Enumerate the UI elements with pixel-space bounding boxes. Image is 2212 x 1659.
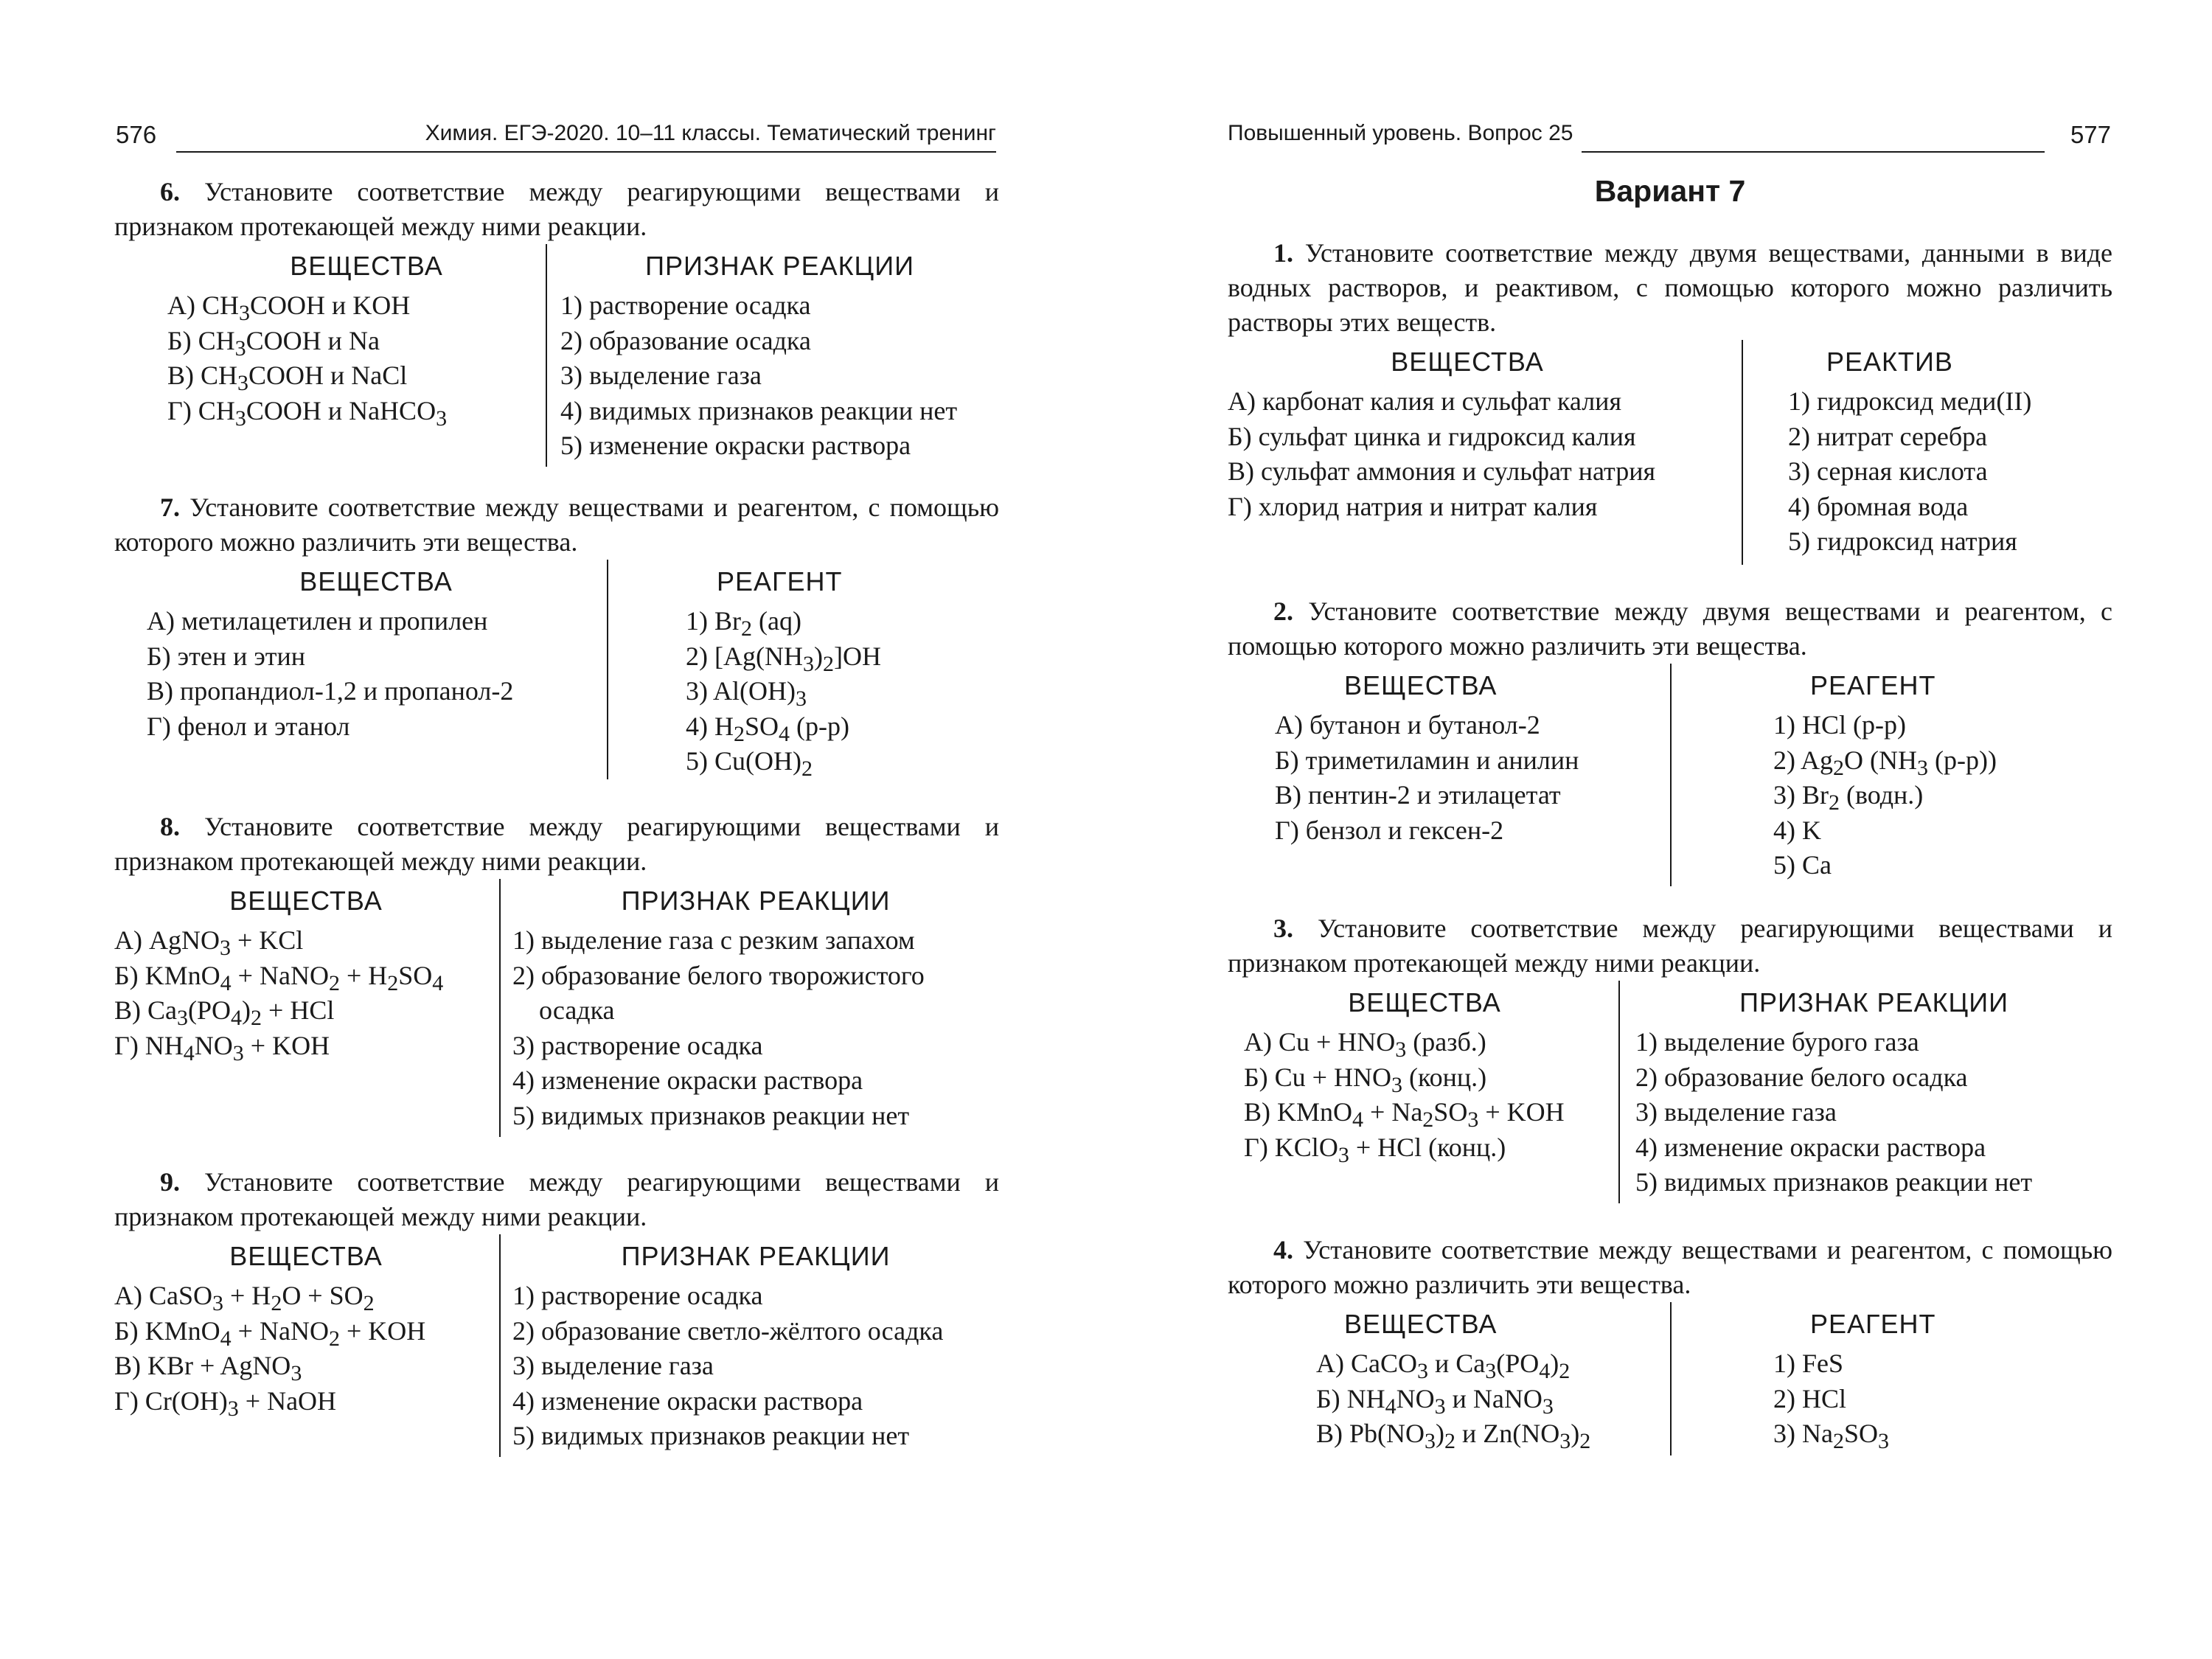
list-item: 2) нитрат серебра [1788, 421, 1988, 451]
question-number: 8. [160, 812, 180, 841]
list-item: Б) этен и этин [147, 641, 306, 671]
question-text [114, 1165, 999, 1234]
question-number: 2. [1273, 597, 1293, 626]
substances-list [114, 923, 498, 1063]
list-item: Б) сульфат цинка и гидроксид калия [1228, 421, 1636, 451]
list-item: А) $CH_3COOH$ и KOH [167, 291, 411, 326]
list-item: Г) $CH_3COOH$ и NaHCO$_3$ [167, 395, 448, 431]
list-item: 1) выделение бурого газа [1635, 1027, 1919, 1057]
list-item: 1) растворение осадка [560, 291, 811, 320]
list-item: 1) FeS [1773, 1349, 1844, 1378]
substances-column [114, 1234, 498, 1419]
list-item: Б) KMnO$_4$ + NaNO$_2$ + KOH [114, 1315, 426, 1351]
list-item: А) CaCO$_3$ и $Ca_3(PO_4)_2$ [1316, 1349, 1571, 1384]
list-item: 3) выделение газа [512, 1351, 714, 1380]
list-item: 5) видимых признаков реакции нет [1635, 1167, 2033, 1197]
list-item: 2) HCl [1773, 1383, 1846, 1413]
substances-column [1228, 340, 1744, 524]
substances-column [114, 879, 498, 1063]
question-body: Установите соответствие между двумя веществами, данными в виде водных растворов, и реактивом, с помощью которого можно различить растворы этих веществ. [1228, 238, 2113, 337]
list-item: Г) $Cr(OH)_3$ + NaOH [114, 1385, 337, 1421]
list-item: Б) триметиламин и анилин [1275, 745, 1579, 775]
task-1 [1228, 236, 2112, 576]
task-3 [1228, 911, 2112, 1217]
list-item: В) пентин-2 и этилацетат [1275, 780, 1561, 810]
column-header-reagent: РЕАГЕНТ [717, 566, 843, 597]
list-item: Г) хлорид натрия и нитрат калия [1228, 491, 1598, 521]
task-4 [1228, 1233, 2112, 1472]
substances-list [1244, 1025, 1620, 1165]
question-number: 6. [160, 177, 180, 206]
matching-table [114, 244, 999, 473]
list-item: 2) $Ag_2O$ ($NH_3$ (р-р)) [1773, 745, 1997, 780]
column-header-signs: ПРИЗНАК РЕАКЦИИ [621, 1241, 891, 1271]
column-header-substances: ВЕЩЕСТВА [229, 886, 383, 916]
list-item: 5) $Cu(OH)_2$ [686, 746, 813, 782]
list-item: 4) $H_2SO_4$ (р-р) [686, 711, 849, 746]
list-item: А) AgNO$_3$ + KCl [114, 925, 304, 961]
reagent-column [1773, 664, 2112, 883]
column-header-reagent: РЕАГЕНТ [1810, 1309, 1936, 1339]
list-item: 3) выделение газа [560, 361, 762, 390]
list-item: Г) фенол и этанол [147, 711, 350, 741]
question-body: Установите соответствие между веществами и реагентом, с помощью которого можно различить эти вещества. [1228, 1235, 2113, 1299]
task-9 [114, 1165, 999, 1470]
question-body: Установите соответствие между реагирующими веществами и признаком протекающей между ними реакции. [114, 812, 999, 876]
matching-table [114, 1234, 999, 1470]
list-item: 1) гидроксид меди(II) [1788, 386, 2032, 416]
list-item: 4) видимых признаков реакции нет [560, 395, 958, 425]
matching-table [1228, 1302, 2112, 1472]
list-item: 1) выделение газа с резким запахом [512, 925, 915, 955]
list-item: 4) изменение окраски раствора [512, 1065, 863, 1095]
list-item: 4) изменение окраски раствора [512, 1385, 863, 1416]
list-item: 2) образование осадка [560, 325, 811, 355]
signs-column [560, 244, 999, 464]
list-item: 3) $Na_2SO_3$ [1773, 1419, 1889, 1454]
question-text [114, 810, 999, 879]
list-item: Г) бензол и гексен-2 [1275, 815, 1504, 845]
right-page-header [1228, 118, 2112, 159]
reagent-list [686, 604, 999, 782]
matching-table [114, 560, 999, 788]
column-header-substances: ВЕЩЕСТВА [1391, 347, 1544, 377]
question-text [1228, 594, 2112, 664]
task-7 [114, 490, 999, 788]
matching-table [1228, 664, 2112, 900]
list-item: 4) изменение окраски раствора [1635, 1132, 1986, 1162]
question-text [114, 490, 999, 560]
reagent-list [1773, 708, 2112, 883]
column-divider [1618, 981, 1620, 1203]
list-item: 2) $[Ag(NH_3)_2]OH$ [686, 641, 881, 676]
list-item: 3) выделение газа [1635, 1097, 1837, 1127]
list-item: осадка [512, 995, 615, 1025]
signs-column [512, 879, 999, 1133]
substances-column [1316, 1302, 1663, 1452]
running-title: Повышенный уровень. Вопрос 25 [1228, 121, 1573, 145]
substances-list [1316, 1346, 1663, 1452]
column-divider [499, 1234, 501, 1457]
list-item: 5) Ca [1773, 850, 1832, 880]
column-header-substances: ВЕЩЕСТВА [1344, 670, 1498, 700]
column-header-substances: ВЕЩЕСТВА [229, 1241, 383, 1271]
task-6 [114, 175, 999, 473]
question-body: Установите соответствие между веществами и реагентом, с помощью которого можно различить эти вещества. [114, 493, 1000, 557]
signs-list [512, 923, 999, 1133]
substances-list [114, 1279, 498, 1419]
list-item: В) $Pb(NO_3)_2$ и $Zn(NO_3)_2$ [1316, 1419, 1591, 1454]
column-divider [1742, 340, 1743, 565]
column-divider [1670, 1302, 1672, 1455]
task-2 [1228, 594, 2112, 900]
question-text [114, 175, 999, 244]
list-item: 1) растворение осадка [512, 1281, 763, 1310]
signs-column [512, 1234, 999, 1454]
substances-column [1275, 664, 1673, 848]
header-rule [1582, 151, 2045, 153]
question-body: Установите соответствие между реагирующими веществами и признаком протекающей между ними реакции. [1228, 914, 2112, 978]
substances-column [147, 560, 605, 744]
reagent-column [1773, 1302, 2112, 1452]
reagent-list [1773, 1346, 2112, 1452]
list-item: А) карбонат калия и сульфат калия [1228, 386, 1622, 416]
signs-list [560, 288, 999, 464]
substances-list [167, 288, 566, 431]
list-item: В) сульфат аммония и сульфат натрия [1228, 456, 1656, 486]
column-divider [499, 879, 501, 1137]
signs-column [1635, 981, 2112, 1200]
list-item: В) KBr + AgNO$_3$ [114, 1351, 302, 1386]
list-item: В) KMnO$_4$ + $Na_2SO_3$ + KOH [1244, 1097, 1565, 1133]
column-header-substances: ВЕЩЕСТВА [1344, 1309, 1498, 1339]
question-number: 9. [160, 1167, 180, 1197]
column-divider [1670, 664, 1672, 886]
column-header-reagent: РЕАГЕНТ [1810, 670, 1936, 700]
question-text [1228, 236, 2112, 340]
page-number: 576 [116, 121, 157, 148]
question-body: Установите соответствие между реагирующими веществами и признаком протекающей между ними реакции. [114, 1167, 999, 1231]
list-item: 1) HCl (р-р) [1773, 710, 1906, 740]
column-header-reagent: РЕАКТИВ [1826, 347, 1953, 377]
substances-column [1244, 981, 1620, 1165]
question-number: 4. [1273, 1235, 1293, 1265]
matching-table [1228, 981, 2112, 1217]
signs-list [512, 1279, 999, 1454]
question-number: 1. [1273, 238, 1293, 268]
list-item: Б) $NH_4NO_3$ и NaNO$_3$ [1316, 1383, 1554, 1419]
list-item: В) пропандиол-1,2 и пропанол-2 [147, 676, 514, 706]
page-number: 577 [2070, 121, 2111, 148]
signs-list [1635, 1025, 2112, 1200]
substances-column [167, 244, 566, 431]
list-item: А) CaSO$_3$ + $H_2O + SO_2$ [114, 1281, 375, 1316]
substances-list [1228, 384, 1744, 524]
list-item: 4) K [1773, 815, 1821, 845]
variant-title: Вариант 7 [1594, 174, 1746, 208]
right-page [1228, 0, 2112, 1659]
left-page-header [114, 118, 999, 159]
substances-list [147, 604, 605, 744]
substances-list [1275, 708, 1673, 848]
list-item: 3) $Br_2$ (водн.) [1773, 780, 1924, 815]
question-text [1228, 911, 2112, 981]
column-header-signs: ПРИЗНАК РЕАКЦИИ [621, 886, 891, 916]
question-number: 3. [1273, 914, 1293, 943]
list-item: 3) $Al(OH)_3$ [686, 676, 807, 712]
list-item: 5) видимых признаков реакции нет [512, 1100, 910, 1130]
list-item: Б) KMnO$_4$ + NaNO$_2$ + $H_2SO_4$ [114, 960, 444, 995]
list-item: В) $Ca_3(PO_4)_2$ + HCl [114, 995, 335, 1031]
list-item: 2) образование светло-жёлтого осадка [512, 1315, 944, 1346]
list-item: Г) $NH_4NO_3$ + KOH [114, 1030, 330, 1065]
running-title: Химия. ЕГЭ-2020. 10–11 классы. Тематический тренинг [425, 121, 996, 145]
list-item: А) бутанон и бутанол-2 [1275, 710, 1540, 740]
column-header-substances: ВЕЩЕСТВА [290, 251, 443, 281]
list-item: 3) серная кислота [1788, 456, 1988, 486]
column-divider [607, 560, 608, 779]
list-item: 2) образование белого творожистого [512, 960, 925, 990]
list-item: Б) $Cu + HNO_3$ (конц.) [1244, 1062, 1487, 1097]
reagent-list [1788, 384, 2112, 560]
header-rule [176, 151, 996, 153]
reagent-column [1788, 340, 2112, 560]
matching-table [1228, 340, 2112, 576]
column-header-substances: ВЕЩЕСТВА [1348, 987, 1501, 1018]
list-item: Б) $CH_3COOH$ и Na [167, 325, 380, 361]
question-text [1228, 1233, 2112, 1302]
list-item: 4) бромная вода [1788, 491, 1969, 521]
list-item: 2) образование белого осадка [1635, 1062, 1968, 1092]
column-header-substances: ВЕЩЕСТВА [299, 566, 453, 597]
question-body: Установите соответствие между реагирующими веществами и признаком протекающей между ними реакции. [114, 177, 999, 241]
list-item: Г) KClO$_3$ + HCl (конц.) [1244, 1132, 1506, 1167]
question-number: 7. [160, 493, 180, 522]
list-item: А) $Cu + HNO_3$ (разб.) [1244, 1027, 1486, 1062]
matching-table [114, 879, 999, 1159]
list-item: 5) видимых признаков реакции нет [512, 1421, 910, 1450]
column-header-signs: ПРИЗНАК РЕАКЦИИ [1739, 987, 2008, 1018]
list-item: 1) $Br_2$ (aq) [686, 606, 801, 641]
list-item: А) метилацетилен и пропилен [147, 606, 488, 636]
list-item: 5) гидроксид натрия [1788, 526, 2017, 556]
task-8 [114, 810, 999, 1159]
question-body: Установите соответствие между двумя веществами и реагентом, с помощью которого можно различить эти вещества. [1228, 597, 2113, 661]
left-page [114, 0, 999, 1659]
list-item: В) $CH_3COOH$ и NaCl [167, 361, 408, 396]
list-item: 5) изменение окраски раствора [560, 431, 911, 460]
reagent-column [686, 560, 999, 782]
column-header-signs: ПРИЗНАК РЕАКЦИИ [645, 251, 914, 281]
column-divider [546, 244, 547, 467]
list-item: 3) растворение осадка [512, 1030, 763, 1060]
